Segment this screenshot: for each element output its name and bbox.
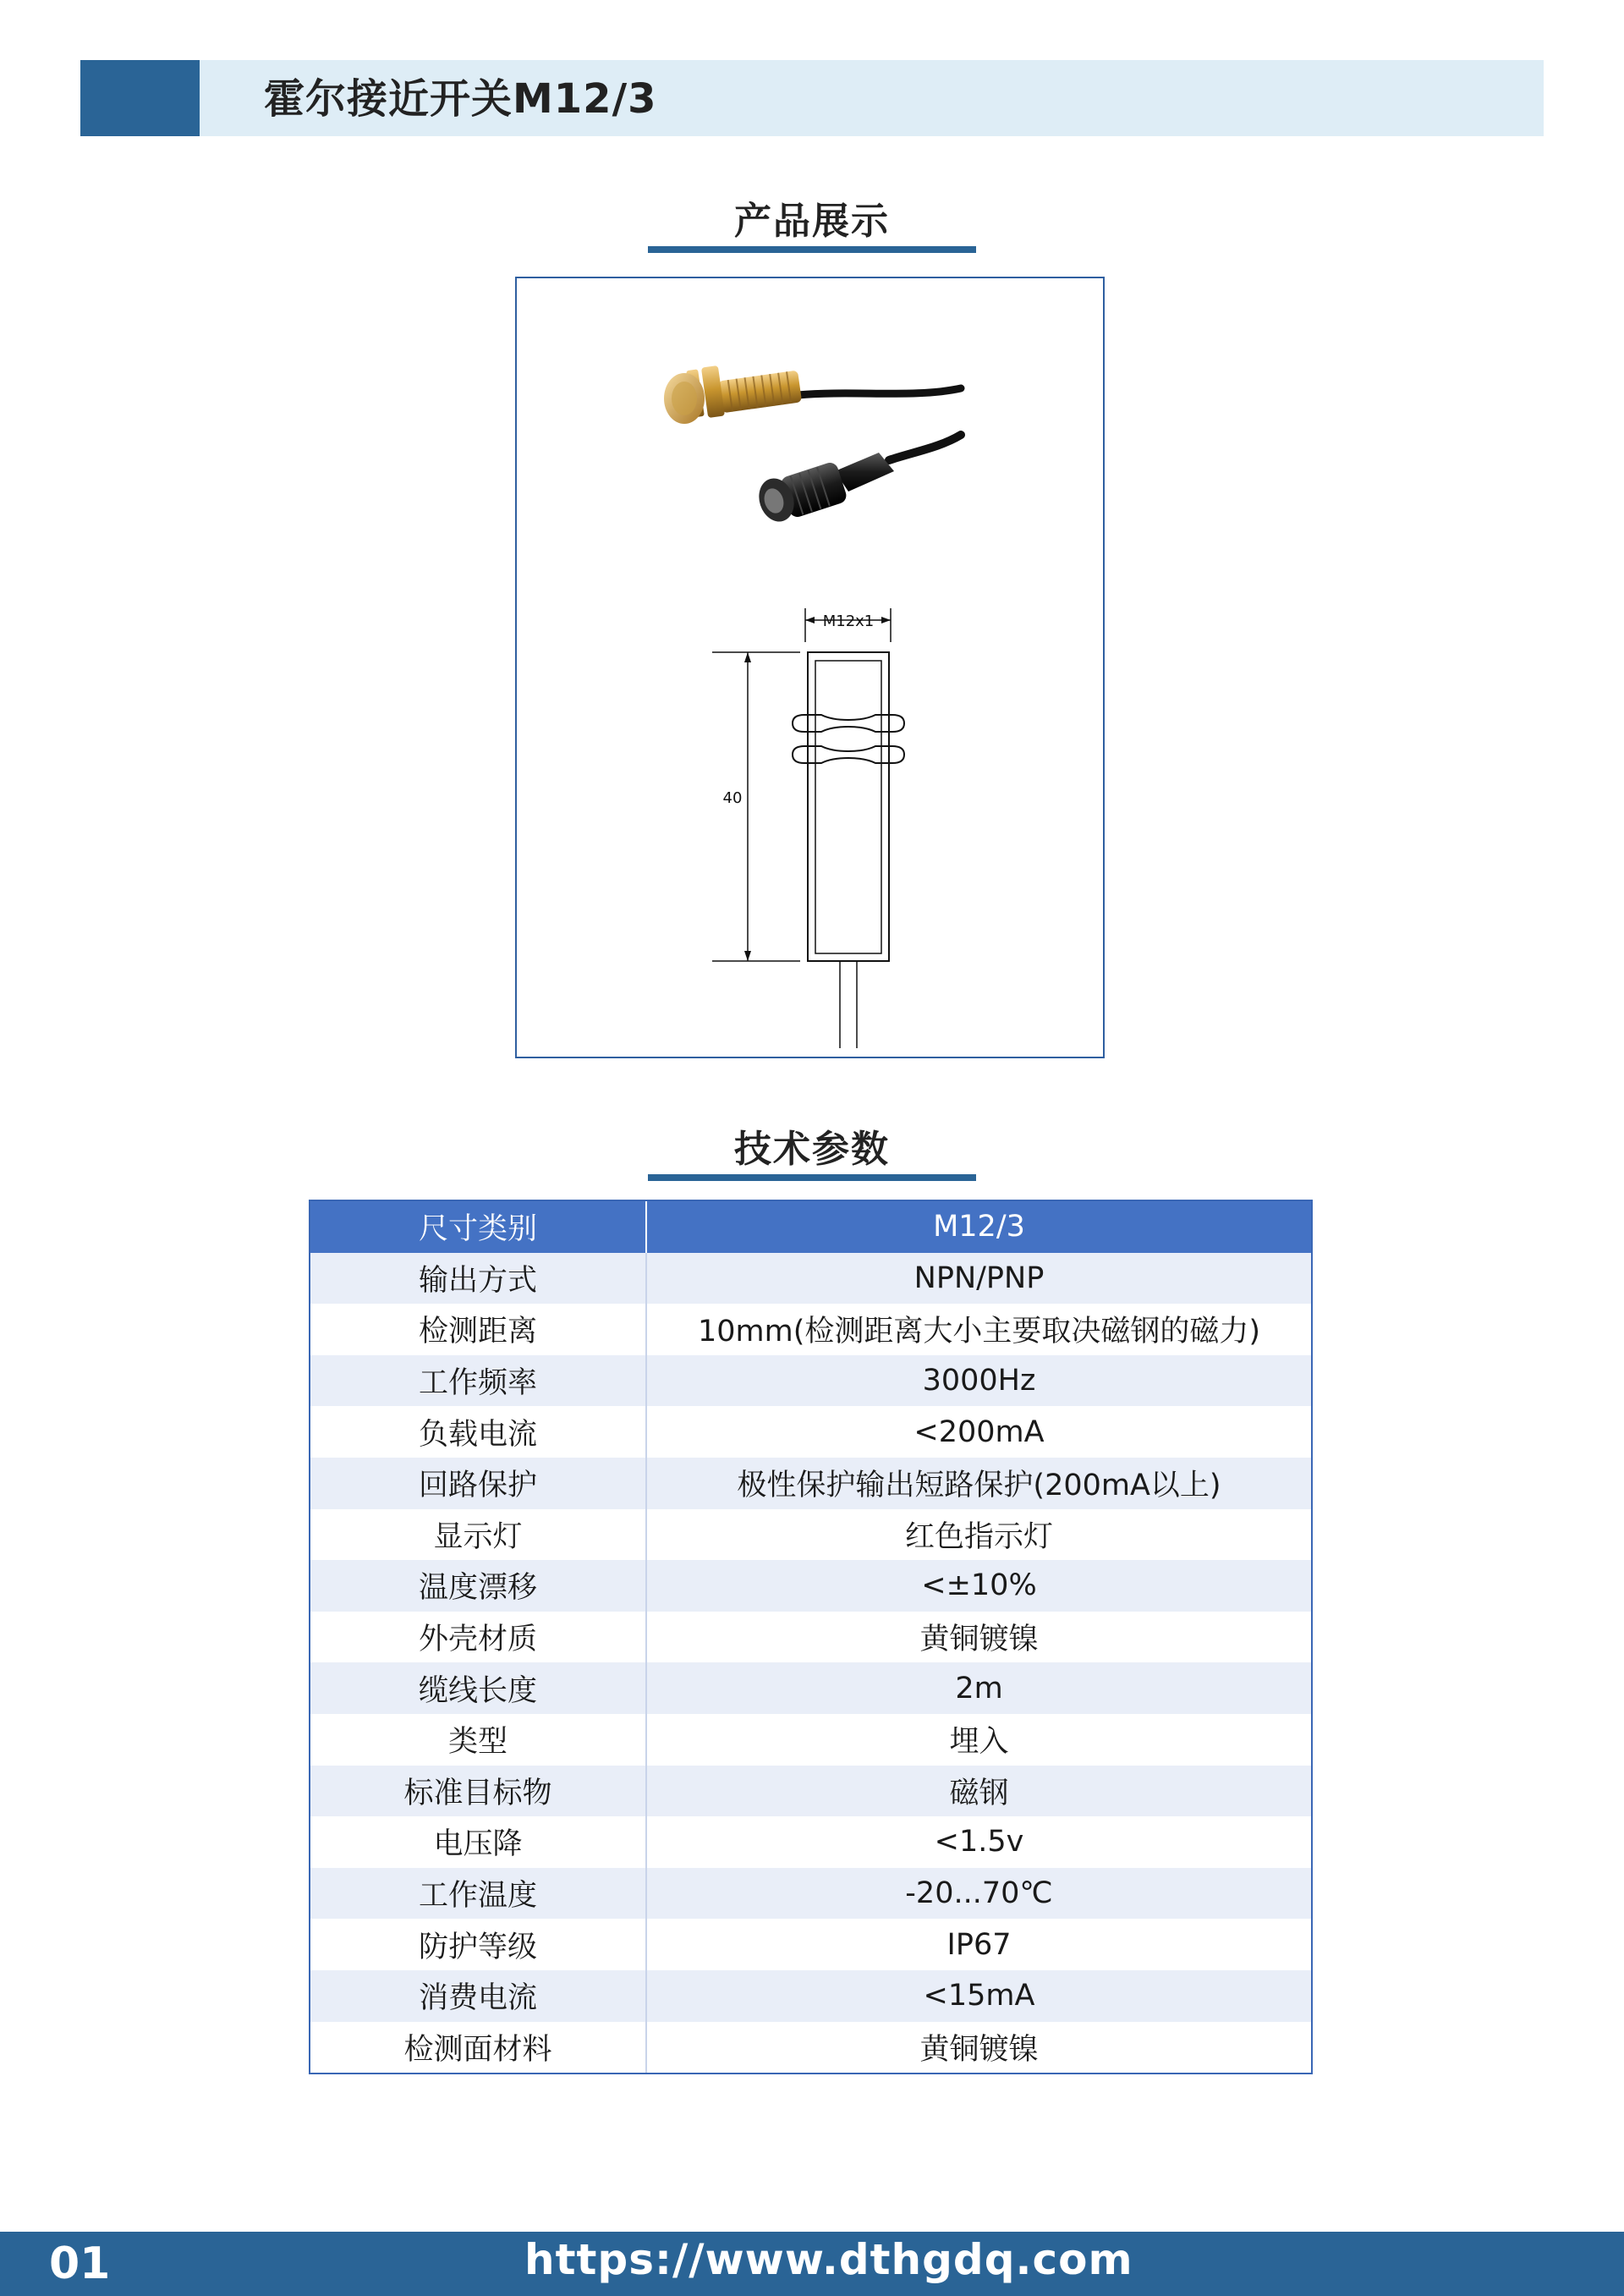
table-row [310,1406,1311,1458]
spec-key: 检测面材料 [310,2022,647,2074]
thread-dimension-label: M12x1 [822,612,875,630]
table-row [310,1458,1311,1509]
website-link[interactable]: https://www.dthgdq.com [524,2235,1133,2284]
spec-value: -20...70℃ [905,1876,1053,1911]
spec-key: 显示灯 [310,1509,647,1561]
spec-key: 外壳材质 [310,1612,647,1663]
spec-key: 缆线长度 [310,1662,647,1714]
spec-value: <1.5v [934,1825,1024,1859]
table-row [310,1919,1311,1970]
table-row [310,1253,1311,1305]
header-accent-block [80,60,200,136]
spec-section-underline [648,1174,976,1181]
spec-value: 磁钢 [949,1776,1009,1810]
sensor-photo [664,365,961,526]
spec-value: 黄铜镀镍 [919,1623,1039,1657]
product-display-frame [515,277,1105,1058]
product-section-underline [648,246,976,253]
spec-key: 消费电流 [310,1970,647,2022]
spec-key: 温度漂移 [310,1560,647,1612]
table-row [310,1970,1311,2022]
table-row [310,1714,1311,1766]
table-row [310,1868,1311,1920]
page-title: 霍尔接近开关M12/3 [264,75,657,123]
product-section-title: 产品展示 [734,200,890,243]
table-row [310,1816,1311,1868]
spec-key: 防护等级 [310,1919,647,1970]
spec-value: IP67 [946,1927,1012,1962]
table-row [310,1509,1311,1561]
spec-value: 黄铜镀镍 [919,2032,1039,2067]
dimension-drawing [712,608,904,1048]
spec-key: 标准目标物 [310,1766,647,1817]
spec-value: 极性保护输出短路保护(200mA以上) [737,1469,1221,1503]
table-row [310,1662,1311,1714]
spec-value: <200mA [914,1414,1045,1449]
spec-key: 工作频率 [310,1355,647,1407]
spec-table [309,1200,1313,2074]
table-row [310,1560,1311,1612]
spec-value: 2m [955,1671,1003,1706]
spec-value: NPN/PNP [914,1261,1045,1295]
spec-value: <±10% [921,1568,1037,1603]
length-dimension-label: 40 [722,789,743,807]
spec-value: 埋入 [949,1725,1009,1760]
table-row [310,1766,1311,1817]
spec-key: 输出方式 [310,1253,647,1305]
page-number: 01 [49,2238,111,2289]
spec-key: 回路保护 [310,1458,647,1509]
spec-table-header [310,1201,1311,1253]
footer-bar [0,2232,1624,2296]
spec-value: 3000Hz [922,1364,1036,1398]
spec-header-key: 尺寸类别 [310,1201,647,1253]
table-row [310,1304,1311,1355]
product-illustration [517,278,1106,1060]
spec-value: <15mA [923,1979,1035,2013]
table-row [310,2022,1311,2074]
table-row [310,1355,1311,1407]
spec-key: 检测距离 [310,1304,647,1355]
spec-value: 红色指示灯 [904,1519,1053,1554]
spec-key: 负载电流 [310,1406,647,1458]
spec-header-value: M12/3 [933,1210,1025,1244]
table-row [310,1612,1311,1663]
spec-value: 10mm(检测距离大小主要取决磁钢的磁力) [697,1315,1261,1349]
spec-key: 电压降 [310,1816,647,1868]
spec-section-title: 技术参数 [734,1128,890,1171]
spec-key: 工作温度 [310,1868,647,1920]
spec-key: 类型 [310,1714,647,1766]
